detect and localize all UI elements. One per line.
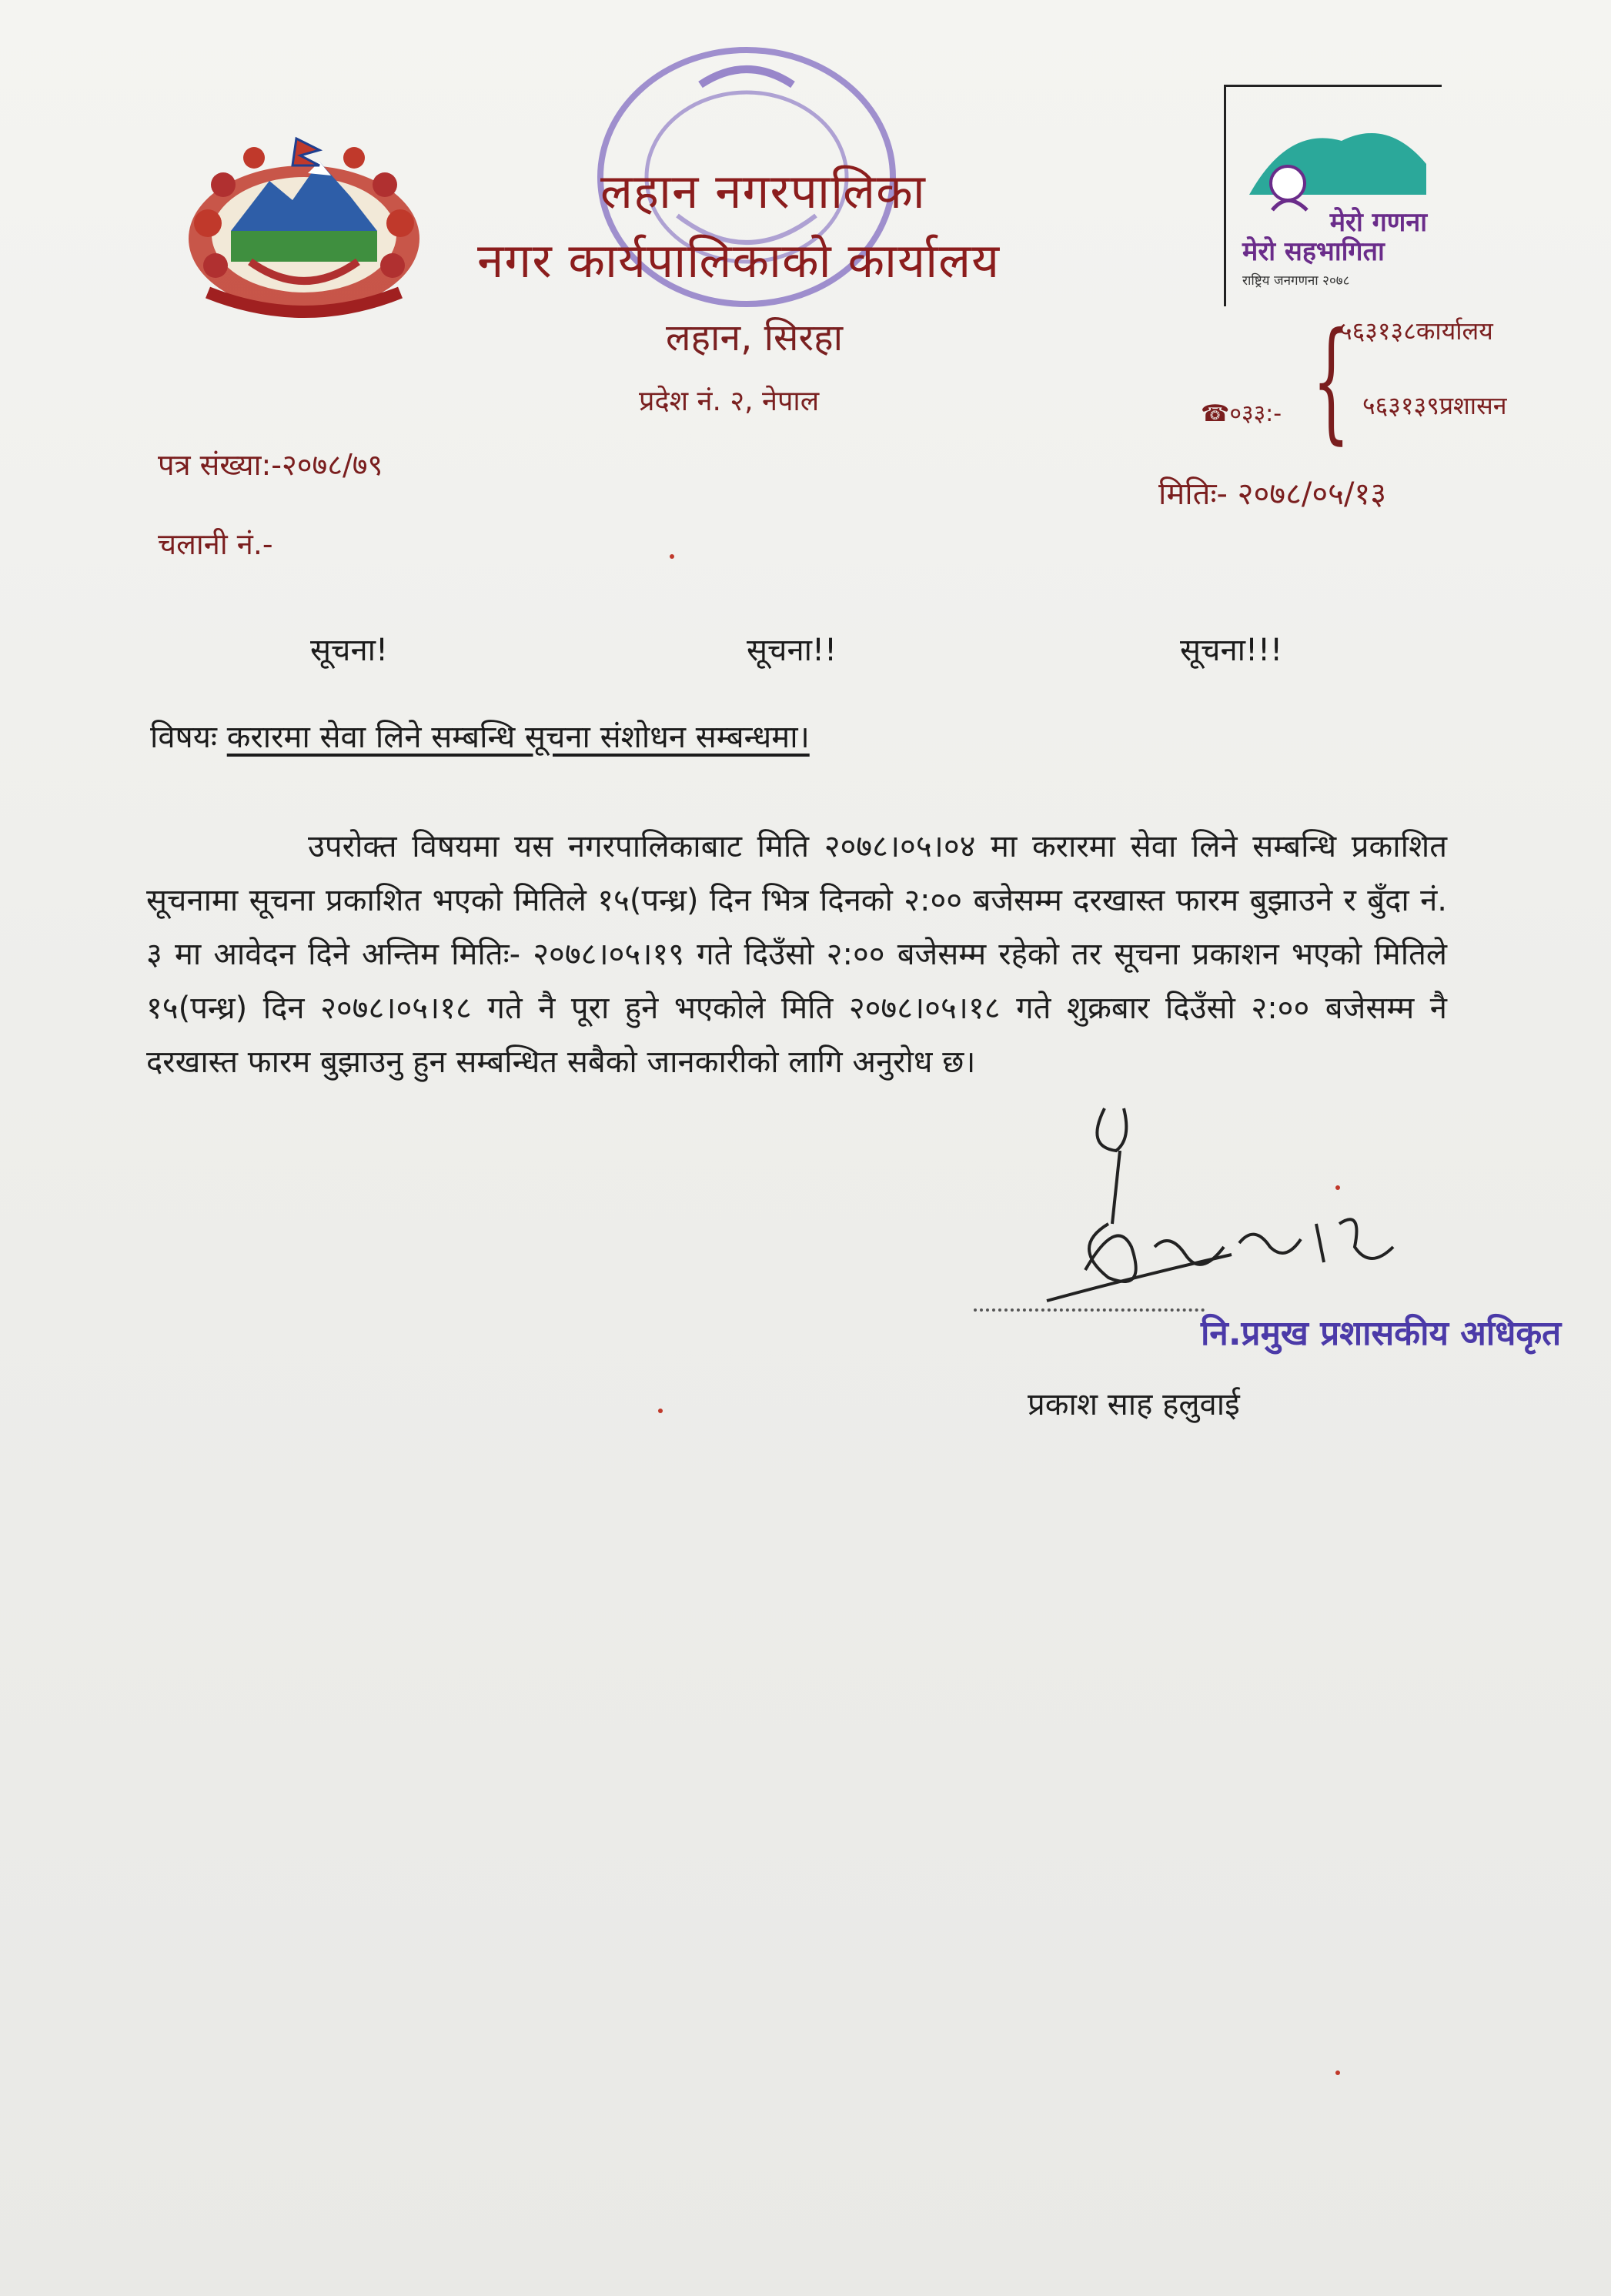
office-phone: ५६३१३८कार्यालय — [1339, 316, 1493, 346]
signature-dotted-line — [974, 1308, 1205, 1312]
signatory-name: प्रकाश साह हलुवाई — [1028, 1387, 1240, 1422]
province-country: प्रदेश नं. २, नेपाल — [639, 386, 820, 417]
phone-prefix: ☎०३३:- — [1201, 400, 1282, 427]
nepal-emblem-icon — [177, 108, 431, 323]
reference-number: पत्र संख्या:-२०७८/७९ — [158, 448, 383, 482]
ink-speck — [1335, 1185, 1340, 1190]
subject-line — [150, 714, 810, 757]
notice-heading-2: सूचना!! — [747, 633, 837, 668]
subject-text: करारमा सेवा लिने सम्बन्धि सूचना संशोधन सम्बन्धमा। — [226, 720, 810, 755]
census-logo-sub: राष्ट्रिय जनगणना २०७८ — [1242, 273, 1350, 289]
office-location: लहान, सिरहा — [666, 316, 844, 359]
signatory-title: नि.प्रमुख प्रशासकीय अधिकृत — [1201, 1314, 1562, 1353]
letter-date: मितिः- २०७८/०५/१३ — [1158, 476, 1387, 512]
brace-icon: { — [1312, 305, 1350, 457]
municipality-name: लहान नगरपालिका — [600, 163, 926, 219]
admin-phone: ५६३१३९प्रशासन — [1362, 391, 1507, 420]
census-logo-line1: मेरो गणना — [1329, 207, 1427, 238]
subject-label: विषयः — [150, 720, 217, 755]
census-logo-line2: मेरो सहभागिता — [1242, 236, 1385, 267]
ink-speck — [670, 554, 674, 559]
notice-heading-1: सूचना! — [310, 633, 389, 668]
census-logo-text — [1242, 208, 1442, 266]
dispatch-number: चलानी नं.- — [158, 527, 273, 561]
office-name: नगर कार्यपालिकाको कार्यालय — [477, 232, 1001, 289]
notice-heading-3: सूचना!!! — [1180, 633, 1283, 668]
ink-speck — [1335, 2070, 1340, 2075]
body-paragraph: उपरोक्त विषयमा यस नगरपालिकाबाट मिति २०७८।०५।०४ मा करारमा सेवा लिने सम्बन्धि प्रकाशित सूचनामा सूचना प्रकाशित भएको मितिले १५(पन्ध्र) दिन भित्र दिनको २:०० बजेसम्म दरखास्त फारम बुझाउने र बुँदा नं. ३ मा आवेदन दिने अन्तिम मितिः- २०७८।०५।१९ गते दिउँसो २:०० बजेसम्म रहेको तर सूचना प्रकाशन भएको मितिले १५(पन्ध्र) दिन २०७८।०५।१८ गते नै पूरा हुने भएकोले मिति २०७८।०५।१८ गते शुक्रबार दिउँसो २:०० बजेसम्म नै दरखास्त फारम बुझाउनु हुन सम्बन्धित सबैको जानकारीको लागि अनुरोध छ। — [146, 829, 1447, 1080]
ink-speck — [658, 1409, 663, 1413]
